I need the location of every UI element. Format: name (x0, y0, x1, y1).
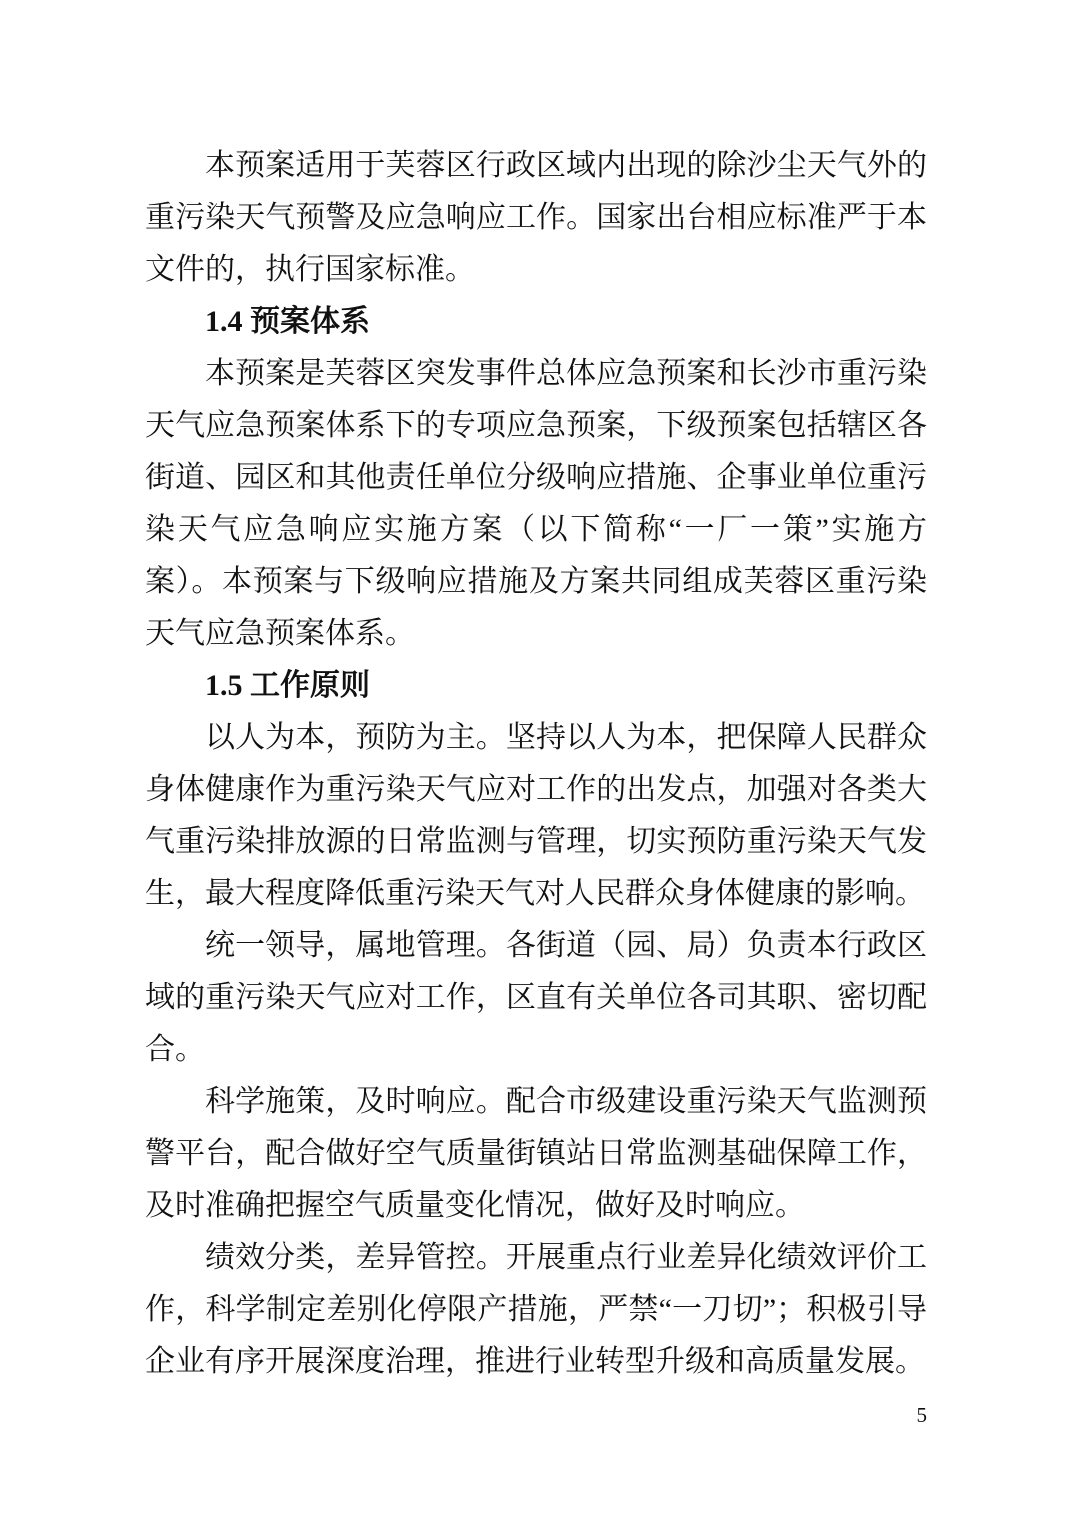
page-footer (145, 1402, 927, 1428)
paragraph-principle-scientific-policy: 科学施策，及时响应。配合市级建设重污染天气监测预警平台，配合做好空气质量街镇站日常监测基础保障工作，及时准确把握空气质量变化情况，做好及时响应。 (145, 1085, 927, 1222)
heading-1-4-plan-system: 1.4 预案体系 (205, 305, 370, 338)
paragraph-principle-unified-leadership: 统一领导，属地管理。各街道（园、局）负责本行政区域的重污染天气应对工作，区直有关单位各司其职、密切配合。 (145, 929, 927, 1066)
heading-1-5-work-principles: 1.5 工作原则 (205, 669, 370, 702)
page-number: 5 (916, 1403, 927, 1427)
paragraph-applicability: 本预案适用于芙蓉区行政区域内出现的除沙尘天气外的重污染天气预警及应急响应工作。国家出台相应标准严于本文件的，执行国家标准。 (145, 149, 927, 286)
paragraph-plan-system: 本预案是芙蓉区突发事件总体应急预案和长沙市重污染天气应急预案体系下的专项应急预案，下级预案包括辖区各街道、园区和其他责任单位分级响应措施、企事业单位重污染天气应急响应实施方案（以下简称“一厂一策”实施方案）。本预案与下级响应措施及方案共同组成芙蓉区重污染天气应急预案体系。 (145, 357, 927, 650)
document-body (145, 140, 927, 1388)
paragraph-principle-people-first: 以人为本，预防为主。坚持以人为本，把保障人民群众身体健康作为重污染天气应对工作的出发点，加强对各类大气重污染排放源的日常监测与管理，切实预防重污染天气发生，最大程度降低重污染天气对人民群众身体健康的影响。 (145, 721, 927, 910)
paragraph-principle-performance-classification: 绩效分类，差异管控。开展重点行业差异化绩效评价工作，科学制定差别化停限产措施，严禁“一刀切”；积极引导企业有序开展深度治理，推进行业转型升级和高质量发展。 (145, 1241, 927, 1378)
